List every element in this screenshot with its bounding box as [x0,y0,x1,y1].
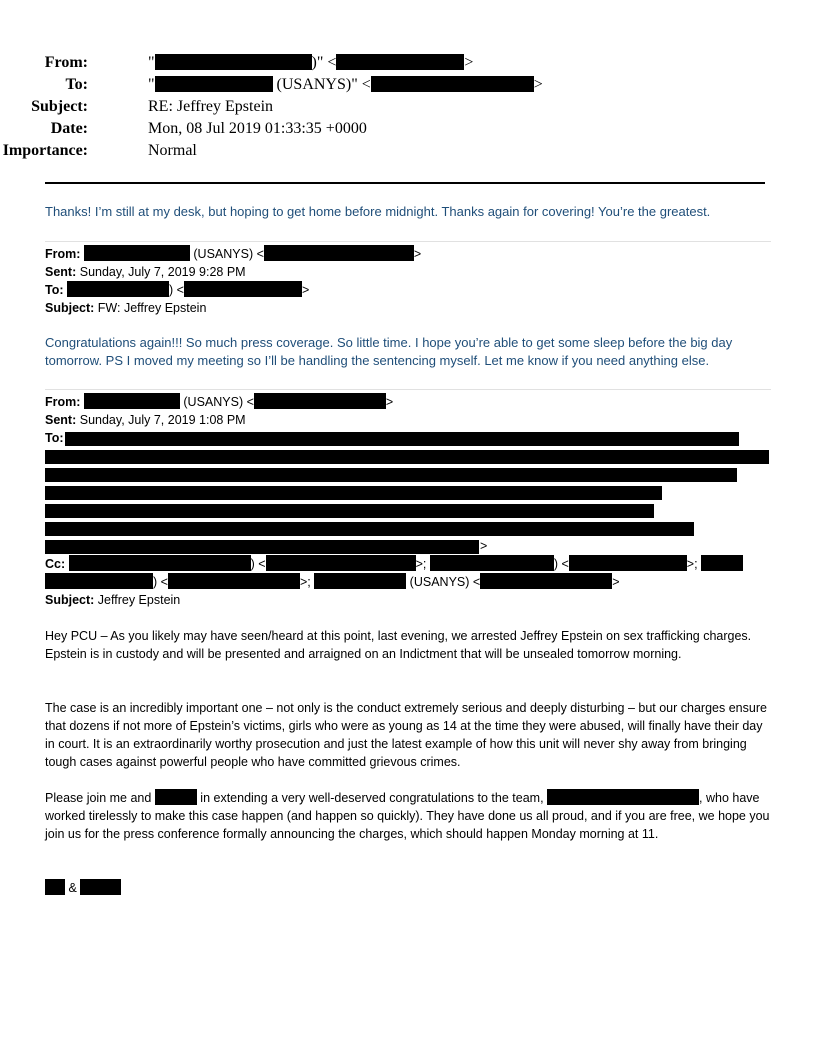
redaction [314,573,406,589]
header-importance-label: Importance: [2,142,88,159]
redaction [264,245,414,261]
msg2-sent-row [45,263,775,281]
msg3-subject-label: Subject: [45,593,95,607]
redaction [45,486,662,500]
redaction [569,555,687,571]
msg3-cc-label: Cc: [45,557,66,571]
header-to-label: To: [65,76,88,93]
msg2-subject-row [45,299,775,317]
msg3-subject-row [45,591,775,609]
header-from-value: " )" < > [148,54,474,71]
header-to-value: " (USANYS)" < > [148,76,543,93]
redaction [45,573,153,589]
para3-part-a: Please join me and [45,791,152,805]
msg3-cc-row: Cc: ) < >; ) < >; [45,555,775,573]
msg3-sent-value: Sunday, July 7, 2019 1:08 PM [79,413,246,427]
redaction [45,879,65,895]
msg2-sent-value: Sunday, July 7, 2019 9:28 PM [79,265,246,279]
redaction [45,540,479,554]
header-date-label: Date: [50,120,88,137]
redaction [155,76,273,92]
header-from-label: From: [44,54,88,71]
header-subject-row [0,96,760,118]
message-separator [45,241,771,242]
msg2-to-row: To: ) < > [45,283,310,297]
header-importance-value: Normal [148,142,197,159]
para3-part-b: in extending a very well-deserved congratulations to the team, [200,791,544,805]
msg3-cc-row-continued: ) < >; (USANYS) < > [45,573,775,591]
redaction [184,281,302,297]
redaction [266,555,416,571]
msg2-from-row: From: (USANYS) < > [45,247,422,261]
redaction [701,555,743,571]
redaction [371,76,534,92]
msg3-from-label: From: [45,395,81,409]
redaction [67,281,169,297]
redaction [69,555,251,571]
msg3-from-org: (USANYS) < [183,395,254,409]
redaction [84,393,180,409]
header-from-row [0,52,760,74]
msg2-subject-value: FW: Jeffrey Epstein [97,301,207,315]
redaction [336,54,464,70]
msg3-sent-label: Sent: [45,413,77,427]
redaction [547,789,699,805]
msg3-sent-row [45,411,775,429]
message-separator [45,389,771,390]
redaction [84,245,190,261]
msg2-from-label: From: [45,247,81,261]
recipients-close-bracket: > [480,539,488,553]
header-to-row [0,74,760,96]
msg3-from-row: From: (USANYS) < > [45,395,394,409]
header-date-row [0,118,760,140]
msg3-subject-value: Jeffrey Epstein [97,593,181,607]
redaction [254,393,386,409]
redaction [45,450,769,464]
header-subject-label: Subject: [31,98,88,115]
redaction [168,573,300,589]
redaction [45,468,737,482]
header-subject-value: RE: Jeffrey Epstein [148,98,274,115]
redaction [430,555,554,571]
msg3-paragraph-2: The case is an incredibly important one – not only is the conduct extremely serious and deeply disturbing – but our charges ensure that dozens if not more of Epstein’s victims, girls who were as young as 14 at the time they were abused, will finally have their day in court. It is an extraordinarily worthy prosecution and just the latest example of how this unit will never shy away from bringing tough cases against powerful people who have committed grievous crimes. [45,701,767,769]
reply-body: Thanks! I’m still at my desk, but hoping to get home before midnight. Thanks again for covering! You’re the greatest. [45,204,711,219]
redaction [45,522,694,536]
header-to-org: (USANYS)" < [276,76,371,93]
msg2-to-label: To: [45,283,64,297]
msg2-body: Congratulations again!!! So much press coverage. So little time. I hope you’re able to get some sleep before the big day tomorrow. PS I moved my meeting so I’ll be handling the sentencing myself. Let me know if you need anything else. [45,335,733,368]
redaction [480,573,612,589]
signoff-ampersand: & [68,881,77,895]
redaction [45,504,654,518]
msg3-cc-org: (USANYS) < [409,575,481,589]
header-date-value: Mon, 08 Jul 2019 01:33:35 +0000 [148,120,367,137]
msg3-paragraph-1: Hey PCU – As you likely may have seen/heard at this point, last evening, we arrested Jeffrey Epstein on sex trafficking charges. Epstein is in custody and will be presented and arraigned on an Indictment that will be unsealed tomorrow morning. [45,629,752,661]
redaction [155,54,312,70]
msg3-signoff [45,879,775,897]
para3-part-c: , who have worked tirelessly to make this case happen (and happen so quickly). They have done us all proud, and if you are free, we hope you join us for the press conference formally announcing the charges, which should happen Monday morning at 11. [45,791,770,841]
msg3-paragraph-3 [45,789,770,843]
redaction [155,789,197,805]
msg2-sent-label: Sent: [45,265,77,279]
redaction [65,432,739,446]
redaction [80,879,121,895]
msg3-to-label: To: [45,431,64,445]
header-importance-row [0,140,760,162]
msg2-subject-label: Subject: [45,301,95,315]
msg2-from-org: (USANYS) < [193,247,264,261]
header-divider [45,182,765,184]
